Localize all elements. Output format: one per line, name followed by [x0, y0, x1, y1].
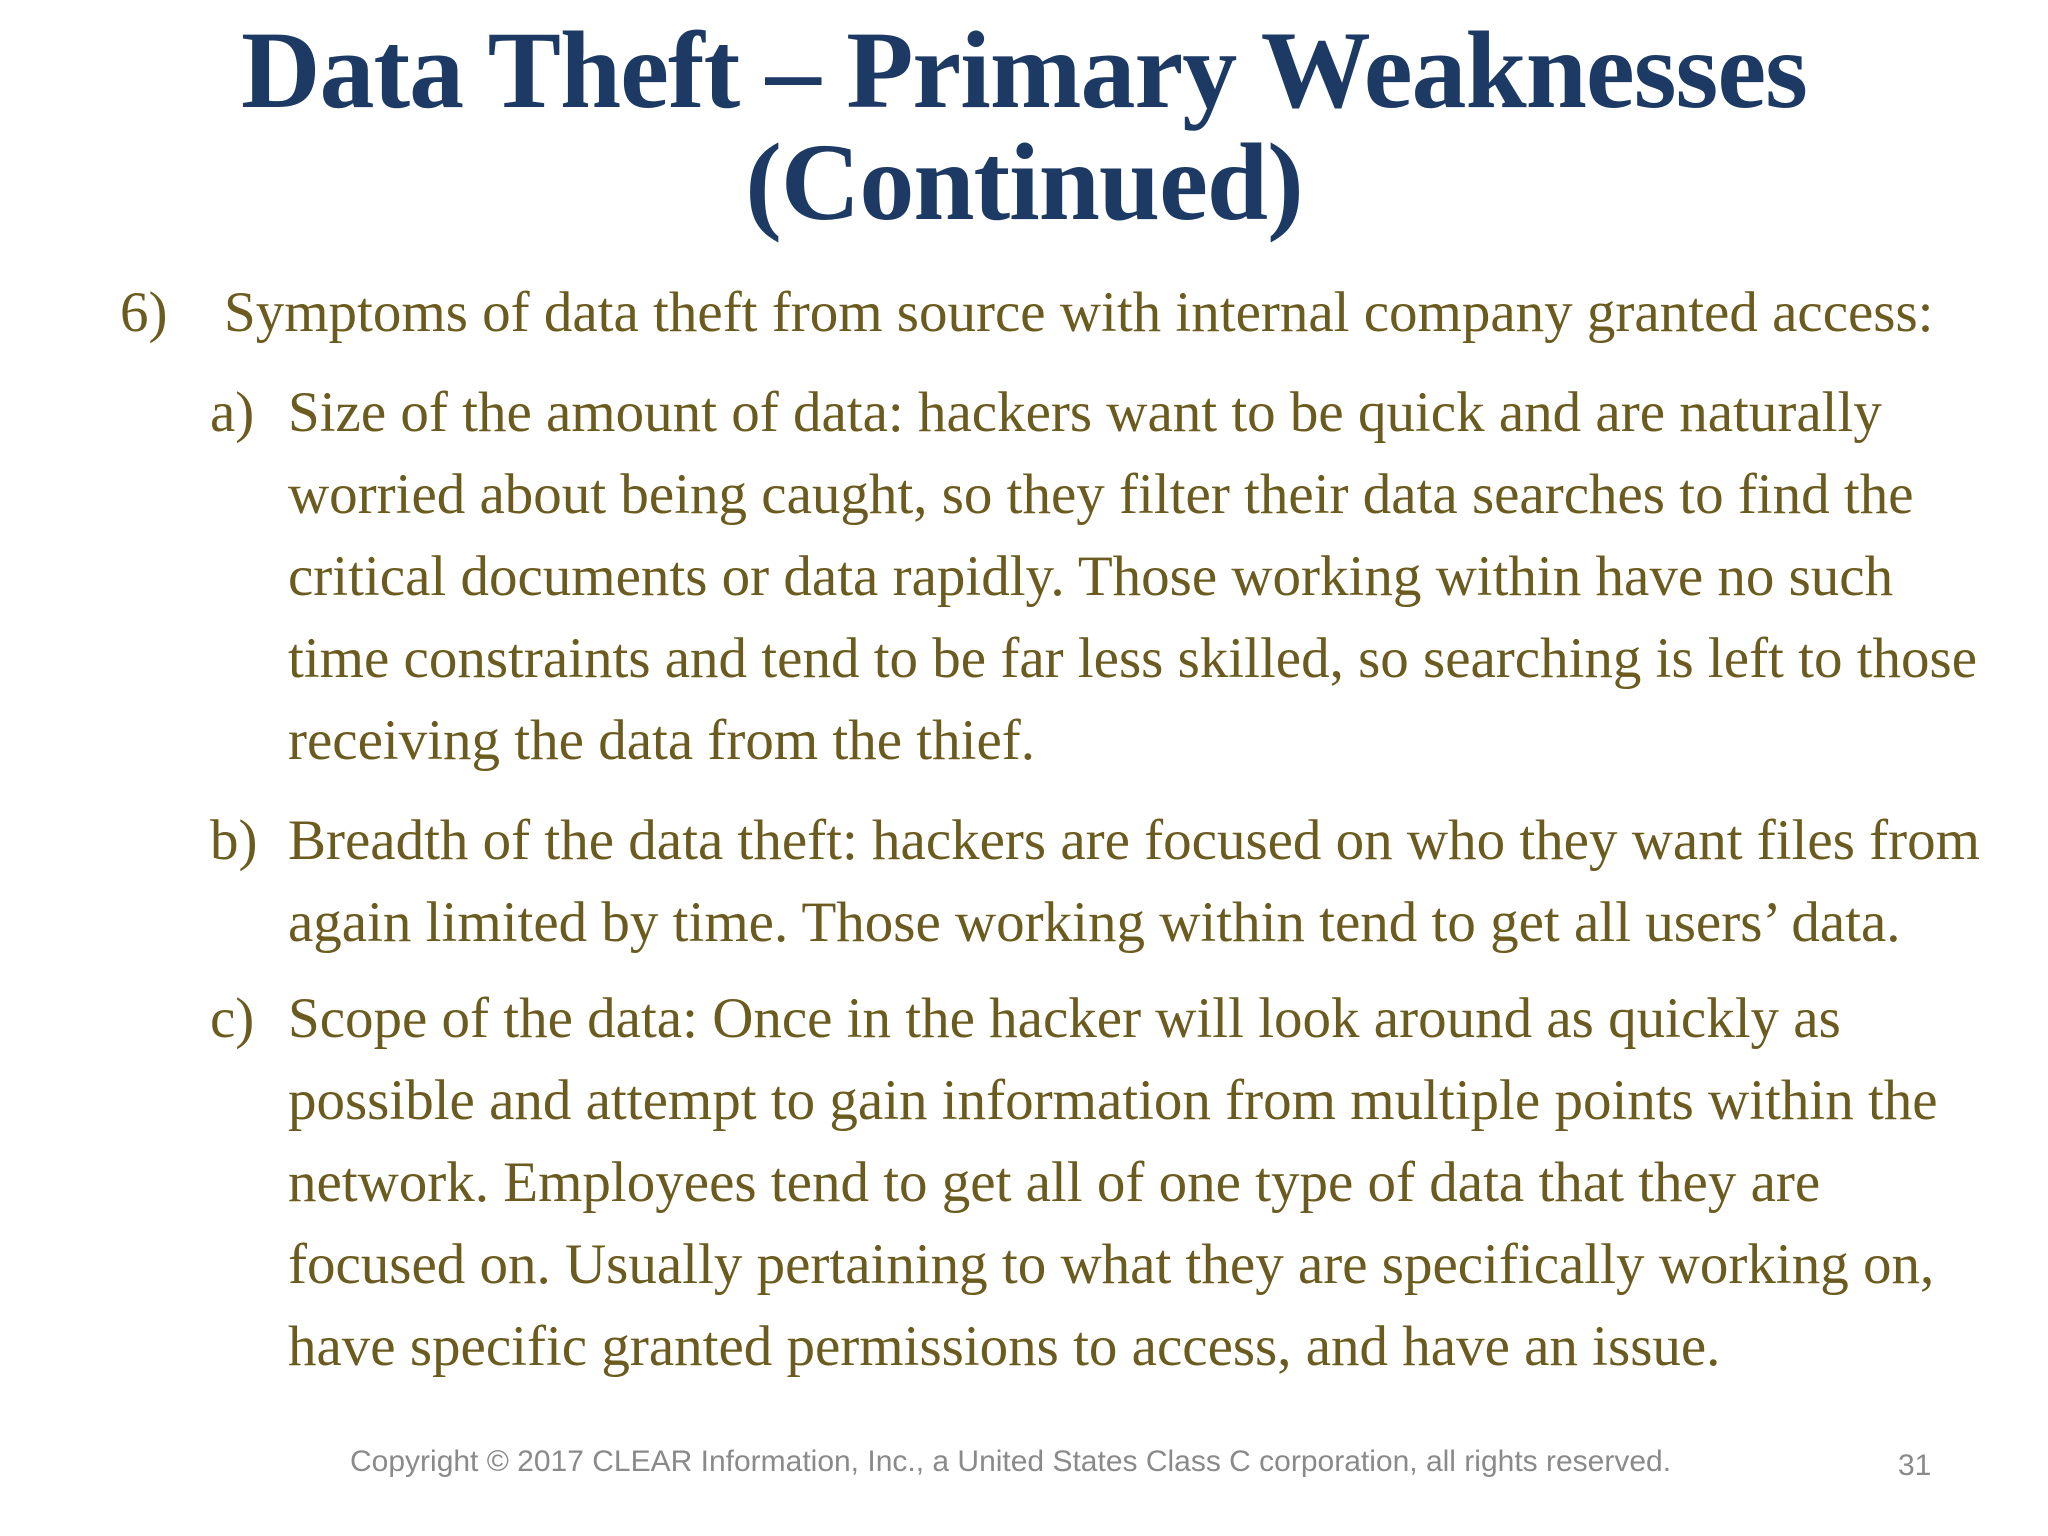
subpoint-line: Scope of the data: Once in the hacker will look around as quickly as: [288, 987, 1841, 1050]
subpoint-text: [288, 800, 2008, 964]
subpoint-line: network. Employees tend to get all of one type of data that they are: [288, 1151, 1821, 1214]
subpoint-line: possible and attempt to gain information from multiple points within the: [288, 1069, 1938, 1132]
slide-title-line-1: Data Theft – Primary Weaknesses: [241, 9, 1807, 131]
subpoint-line: again limited by time. Those working within tend to get all users’ data.: [288, 891, 1901, 954]
subpoint-line: focused on. Usually pertaining to what they are specifically working on,: [288, 1233, 1935, 1296]
subpoint-line: have specific granted permissions to access, and have an issue.: [288, 1315, 1721, 1378]
subpoint-line: Size of the amount of data: hackers want to be quick and are naturally: [288, 381, 1882, 444]
subpoint-line: critical documents or data rapidly. Those working within have no such: [288, 545, 1894, 608]
subpoint-line: Breadth of the data theft: hackers are focused on who they want files from: [288, 809, 1980, 872]
slide-title: [0, 9, 2048, 243]
slide-title-line-2: (Continued): [745, 121, 1303, 243]
page-number: 31: [1898, 1449, 1932, 1482]
subpoint-line: worried about being caught, so they filter their data searches to find the: [288, 463, 1914, 526]
subpoint-label: c): [210, 987, 255, 1050]
subpoint-text: [288, 978, 2008, 1388]
subpoint-label: b): [210, 809, 258, 872]
bullet-text: Symptoms of data theft from source with internal company granted access:: [224, 281, 1934, 344]
copyright-notice: Copyright © 2017 CLEAR Information, Inc., a United States Class C corporation, all rights reserved.: [350, 1445, 1672, 1478]
subpoint-label: a): [210, 381, 255, 444]
subpoint-line: time constraints and tend to be far less skilled, so searching is left to those: [288, 627, 1978, 690]
bullet-number: 6): [120, 281, 168, 344]
subpoint-text: [288, 372, 2008, 782]
subpoint-line: receiving the data from the thief.: [288, 709, 1036, 772]
